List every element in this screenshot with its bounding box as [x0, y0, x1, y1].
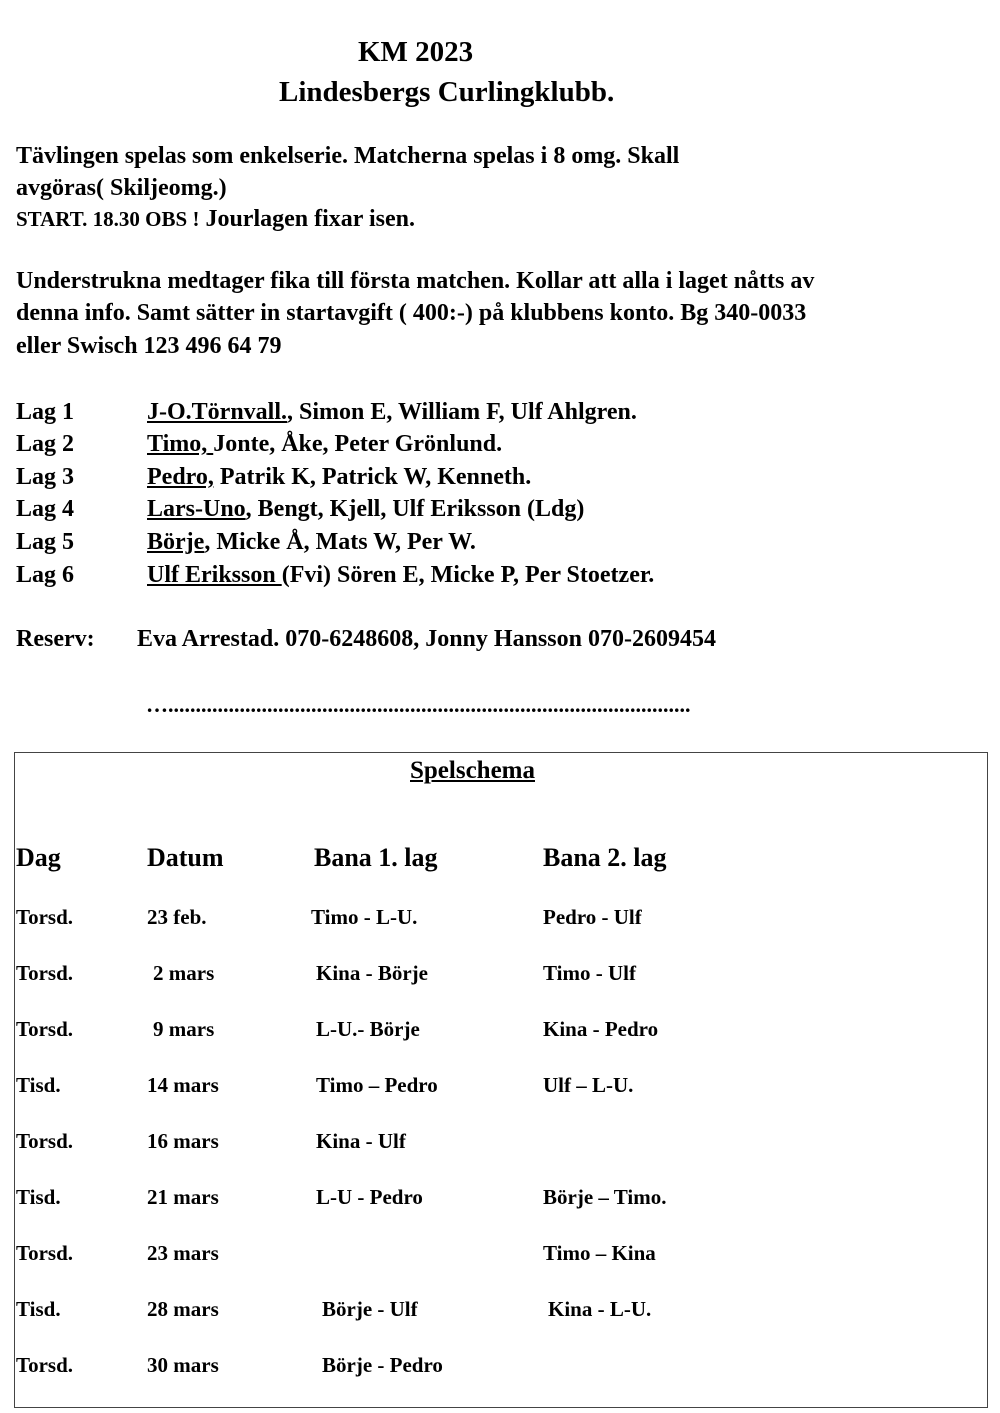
team-other-members: , Micke Å, Mats W, Per W. — [204, 529, 476, 555]
club-name: Lindesbergs Curlingklubb. — [279, 76, 615, 108]
cell-bana1: L-U - Pedro — [316, 1185, 423, 1209]
info-line-2: denna info. Samt sätter in startavgift ( 400:-) på klubbens konto. Bg 340-0033 — [16, 300, 807, 326]
cell-dag: Torsd. — [16, 1241, 74, 1265]
start-note: Jourlagen fixar isen. — [199, 206, 415, 232]
cell-bana1: Börje - Pedro — [322, 1353, 443, 1377]
cell-datum: 30 mars — [147, 1353, 219, 1377]
cell-datum: 14 mars — [147, 1073, 219, 1097]
team-other-members: (Fvi) Sören E, Micke P, Per Stoetzer. — [281, 562, 655, 588]
team-label: Lag 1 — [16, 399, 75, 425]
intro-line-2: avgöras( Skiljeomg.) — [16, 175, 227, 201]
team-label: Lag 5 — [16, 529, 75, 555]
cell-dag: Tisd. — [16, 1073, 61, 1097]
cell-dag: Torsd. — [16, 905, 74, 929]
team-members — [147, 526, 476, 558]
cell-datum: 23 mars — [147, 1241, 219, 1265]
team-captain-separator: . — [281, 399, 288, 425]
cell-bana1: Timo - L-U. — [311, 905, 418, 929]
cell-bana2: Kina - Pedro — [543, 1017, 659, 1041]
schedule-title: Spelschema — [410, 757, 535, 784]
cell-bana2: Börje – Timo. — [543, 1185, 667, 1209]
cell-datum: 9 mars — [153, 1017, 215, 1041]
team-other-members: , Bengt, Kjell, Ulf Eriksson (Ldg) — [245, 496, 585, 522]
intro-line-1: Tävlingen spelas som enkelserie. Matcherna spelas i 8 omg. Skall — [16, 143, 680, 169]
cell-datum: 2 mars — [153, 961, 215, 985]
cell-dag: Tisd. — [16, 1185, 61, 1209]
reserve-label: Reserv: — [16, 626, 95, 652]
cell-bana2: Timo – Kina — [543, 1241, 656, 1265]
cell-bana1: Kina - Ulf — [316, 1129, 406, 1153]
cell-datum: 21 mars — [147, 1185, 219, 1209]
column-header-bana2: Bana 2. lag — [543, 843, 667, 872]
cell-dag: Torsd. — [16, 1353, 74, 1377]
cell-bana1: Timo – Pedro — [316, 1073, 438, 1097]
cell-dag: Torsd. — [16, 961, 74, 985]
column-header-datum: Datum — [147, 843, 224, 872]
cell-dag: Tisd. — [16, 1297, 61, 1321]
team-captain: Ulf Eriksson — [147, 562, 282, 588]
info-line-3: eller Swisch 123 496 64 79 — [16, 333, 282, 359]
team-members — [147, 559, 654, 591]
team-other-members: , Simon E, William F, Ulf Ahlgren. — [287, 399, 637, 425]
team-members — [147, 428, 502, 460]
cell-dag: Torsd. — [16, 1129, 74, 1153]
cell-bana2: Timo - Ulf — [543, 961, 636, 985]
team-captain: Timo, — [147, 431, 208, 457]
cell-bana1: Börje - Ulf — [322, 1297, 418, 1321]
team-members — [147, 461, 531, 493]
team-other-members: Jonte, Åke, Peter Grönlund. — [213, 431, 503, 457]
cell-datum: 28 mars — [147, 1297, 219, 1321]
reserve-text: Eva Arrestad. 070-6248608, Jonny Hansson 070-2609454 — [137, 626, 716, 652]
cell-bana2: Ulf – L-U. — [543, 1073, 634, 1097]
team-label: Lag 2 — [16, 431, 75, 457]
cell-bana2: Pedro - Ulf — [543, 905, 642, 929]
team-captain: Lars-Uno — [147, 496, 246, 522]
team-members — [147, 493, 584, 525]
cell-dag: Torsd. — [16, 1017, 74, 1041]
team-label: Lag 6 — [16, 562, 75, 588]
column-header-dag: Dag — [16, 843, 61, 872]
start-line — [16, 206, 415, 233]
dotted-divider: …............................................................................................... — [146, 692, 691, 717]
team-captain: Pedro, — [147, 464, 214, 490]
cell-bana1: Kina - Börje — [316, 961, 428, 985]
team-label: Lag 4 — [16, 496, 75, 522]
team-label: Lag 3 — [16, 464, 75, 490]
cell-bana1: L-U.- Börje — [316, 1017, 420, 1041]
team-other-members: Patrik K, Patrick W, Kenneth. — [213, 464, 532, 490]
team-members — [147, 396, 637, 428]
info-line-1: Understrukna medtager fika till första matchen. Kollar att alla i laget nåtts av — [16, 268, 815, 294]
cell-datum: 23 feb. — [147, 905, 207, 929]
cell-datum: 16 mars — [147, 1129, 219, 1153]
team-captain: J-O.Törnvall — [147, 399, 282, 425]
start-time: START. 18.30 OBS ! — [16, 207, 200, 231]
document-title: KM 2023 — [358, 36, 474, 68]
column-header-bana1: Bana 1. lag — [314, 843, 438, 872]
cell-bana2: Kina - L-U. — [548, 1297, 652, 1321]
team-captain: Börje — [147, 529, 205, 555]
